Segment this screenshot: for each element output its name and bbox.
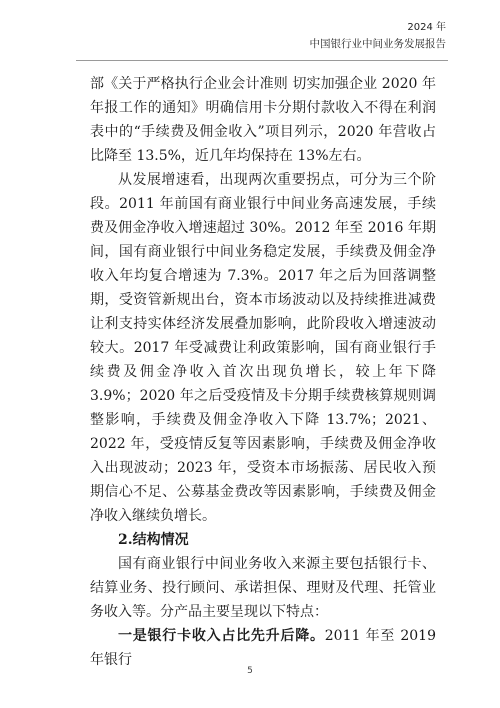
header-divider [76,60,448,61]
paragraph-income-sources: 国有商业银行中间业务收入来源主要包括银行卡、结算业务、投行顾问、承诺担保、理财及代理、托管业务收入等。分产品主要呈现以下特点： [90,556,436,620]
bank-card-text: 2011 年至 2019 年银行 [90,628,436,668]
header-year: 2024 年 [407,22,446,33]
paragraph-continuation: 部《关于严格执行企业会计准则 切实加强企业 2020 年年报工作的通知》明确信用卡分期付款收入不得在利润表中的“手续费及佣金收入”项目列示，2020 年营收占比降至 13.5%，近几年均保持在 13%左右。 [90,76,436,164]
page-header [310,20,447,52]
page-number: 5 [247,666,253,676]
page-body [90,72,436,672]
bank-card-lead: 一是银行卡收入占比先升后降。 [118,628,325,644]
header-report-title: 中国银行业中间业务发展报告 [309,38,446,50]
section-heading-structure: 2.结构情况 [118,532,189,548]
paragraph-growth-stages: 从发展增速看，出现两次重要拐点，可分为三个阶段。2011 年前国有商业银行中间业务高速发展，手续费及佣金净收入增速超过 30%。2012 年至 2016 年期间，国有商业银行中间业务稳定发展，手续费及佣金净收入年均复合增速为 7.3%。2017 年之后为回落调整期，受资管新规出台，资本市场波动以及持续推进减费让利支持实体经济发展叠加影响，此阶段收入增速波动较大。2017 年受减费让利政策影响，国有商业银行手续费及佣金净收入首次出现负增长，较上年下降 3.9%；2020 年之后受疫情及卡分期手续费核算规则调整影响，手续费及佣金净收入下降 13.7%；2021、2022 年，受疫情反复等因素影响，手续费及佣金净收入出现波动；2023 年，受资本市场振荡、居民收入预期信心不足、公募基金费改等因素影响，手续费及佣金净收入继续负增长。 [90,172,436,524]
paragraph-bank-card [90,624,436,672]
